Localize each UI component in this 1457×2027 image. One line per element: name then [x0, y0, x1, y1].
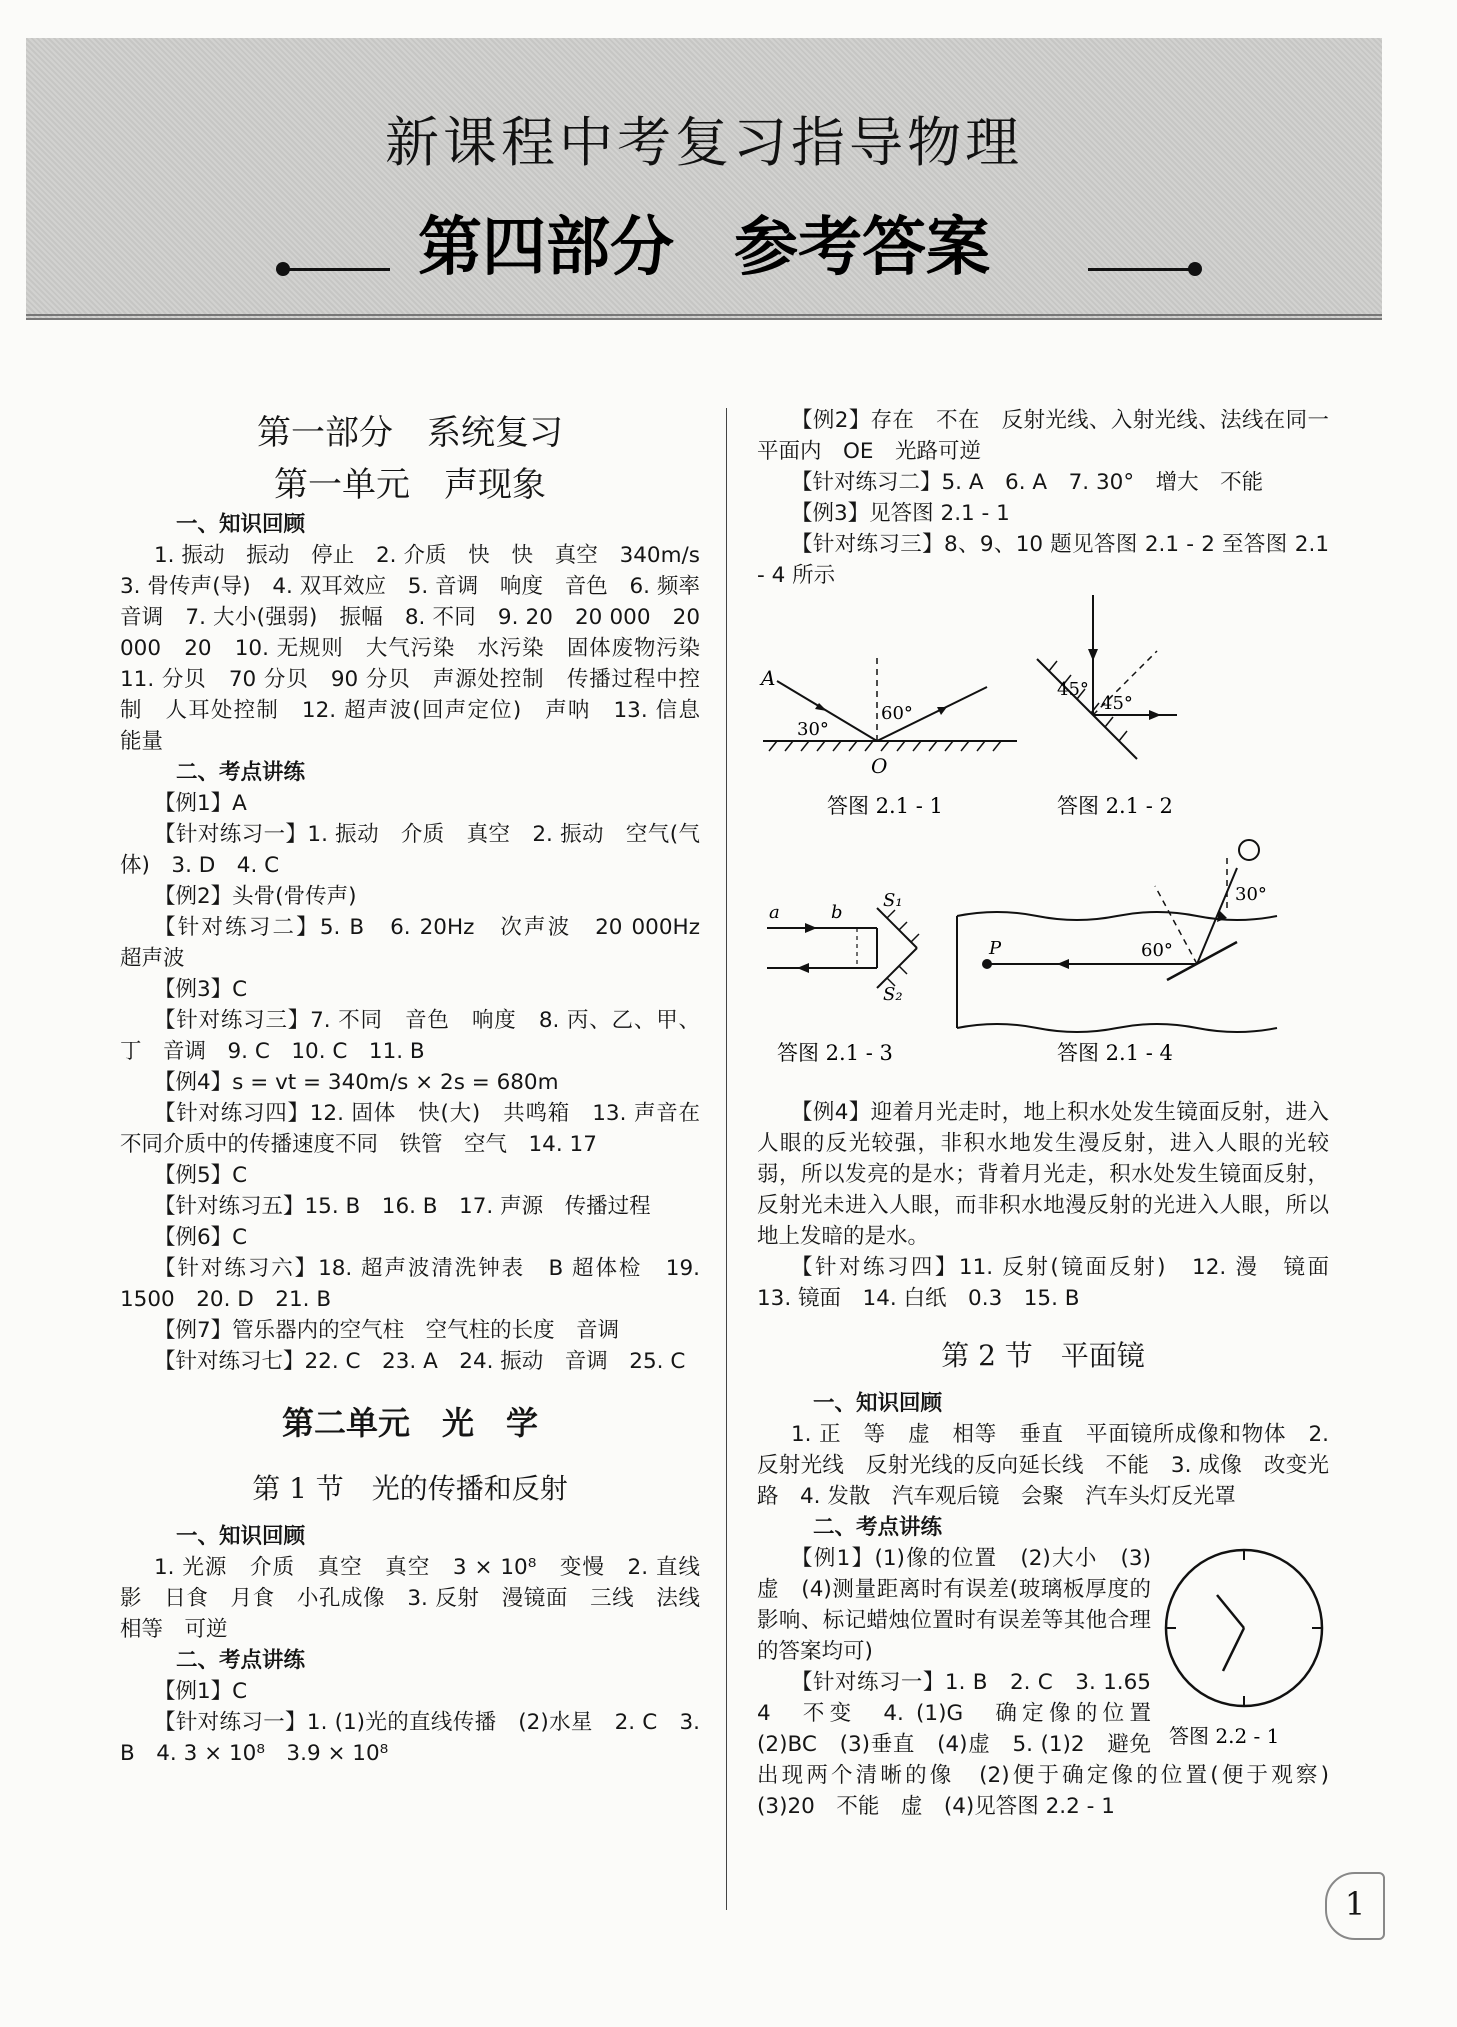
fig1-angle-30: 30°: [797, 719, 829, 740]
section-heading: 一、知识回顾: [813, 1391, 943, 1416]
answer-line: 【例2】存在 不在 反射光线、入射光线、法线在同一平面内 OE 光路可逆: [757, 408, 1329, 464]
figure-row-2: [757, 838, 1329, 1088]
answer-paragraph: 1. 振动 振动 停止 2. 介质 快 快 真空 340m/s 3. 骨传声(导) 4. 双耳效应 5. 音调 响度 音色 6. 频率 音调 7. 大小(强弱) 振幅 8. 不同 9. 20 20 000 20 000 20 10. 无规则 大气污染 水污染 固体废物污染 11. 分贝 70 分贝 90 分贝 声源处控制 传播过程中控制 人耳处控制 12. 超声波(回声定位) 声呐 13. 信息 能量: [120, 543, 722, 754]
answer-line: 【例3】C: [154, 977, 248, 1002]
fig3-label-b: b: [831, 902, 843, 923]
answer-line: 【针对练习一】1. (1)光的直线传播 (2)水星 2. C 3. B 4. 3 × 10⁸ 3.9 × 10⁸: [120, 1710, 700, 1766]
figure-row-1: [757, 591, 1329, 829]
fig5-caption: 答图 2.2 - 1: [1169, 1724, 1280, 1748]
banner-dot-right: [1188, 262, 1202, 276]
answer-line: 【针对练习四】11. 反射(镜面反射) 12. 漫 镜面 13. 镜面 14. 白纸 0.3 15. B: [757, 1255, 1351, 1311]
figure-2-2-1: [1159, 1543, 1329, 1753]
figure-2-1-4: [957, 840, 1277, 1065]
answer-line: 【针对练习五】15. B 16. B 17. 声源 传播过程: [154, 1194, 651, 1219]
answer-line: 【例4】s = vt = 340m/s × 2s = 680m: [154, 1070, 559, 1095]
banner-rule-right: [1088, 268, 1192, 271]
column-divider: [726, 408, 727, 1910]
answer-line: 【针对练习三】7. 不同 音色 响度 8. 丙、乙、甲、丁 音调 9. C 10. C 11. B: [120, 1008, 700, 1064]
right-column: [757, 405, 1351, 1822]
answer-line: 【例7】管乐器内的空气柱 空气柱的长度 音调: [154, 1318, 620, 1343]
answer-paragraph: 【例4】迎着月光走时，地上积水处发生镜面反射，进入人眼的反光较强，非积水地发生漫反射，进入人眼的光较弱，所以发亮的是水；背着月光走，积水处发生镜面反射，反射光未进入人眼，而非积水地漫反射的光进入人眼，所以地上发暗的是水。: [757, 1100, 1329, 1249]
part-heading: 第一部分 系统复习: [257, 413, 563, 453]
fig2-caption: 答图 2.1 - 2: [1057, 794, 1173, 818]
fig1-label-o: O: [871, 754, 888, 778]
answer-line: 【针对练习六】18. 超声波清洗钟表 B 超体检 19. 1500 20. D 21. B: [120, 1256, 700, 1312]
fig1-label-a: A: [761, 666, 776, 690]
section-heading: 一、知识回顾: [176, 1524, 306, 1549]
answer-line: 【例2】头骨(骨传声): [154, 884, 357, 909]
fig4-caption: 答图 2.1 - 4: [1057, 1041, 1173, 1065]
unit1-heading: 第一单元 声现象: [274, 465, 546, 505]
unit2-heading: 第二单元 光 学: [281, 1404, 538, 1442]
header-banner: [26, 38, 1382, 320]
answer-line: 【例5】C: [154, 1163, 248, 1188]
fig4-angle-30: 30°: [1235, 884, 1267, 905]
answer-line: 【例1】A: [154, 791, 247, 816]
answer-line: 【例1】(1)像的位置 (2)大小 (3) 虚 (4)测量距离时有误差(玻璃板厚度的影响、标记蜡烛位置时有误差等其他合理的答案均可): [757, 1546, 1151, 1664]
answer-paragraph: 【针对练习一】1. B 2. C 3. 1.65 4 不变 4. (1)G 确定像的位置 (2)BC (3)垂直 (4)虚 5. (1)2 避免出现两个清晰的像 (2)便于确定像的位置(便于观察) (3)20 不能 虚 (4)见答图 2.2 - 1: [757, 1670, 1351, 1819]
fig3-label-s2: S₂: [883, 984, 903, 1005]
section2-heading: 第 2 节 平面镜: [941, 1339, 1145, 1372]
answer-paragraph: 1. 光源 介质 真空 真空 3 × 10⁸ 变慢 2. 直线 影 日食 月食 小孔成像 3. 反射 漫镜面 三线 法线 相等 可逆: [120, 1555, 722, 1642]
book-title: 新课程中考复习指导物理: [385, 111, 1023, 174]
left-column: [120, 405, 722, 1769]
fig3-label-s1: S₁: [883, 890, 903, 911]
fig2-angle-2: 45°: [1101, 693, 1133, 714]
answer-line: 【例6】C: [154, 1225, 248, 1250]
figure-2-1-1: [759, 655, 1017, 818]
section-heading: 一、知识回顾: [176, 512, 306, 537]
fig4-label-p: P: [989, 938, 1002, 959]
fig1-caption: 答图 2.1 - 1: [827, 794, 943, 818]
answer-line: 【针对练习二】5. A 6. A 7. 30° 增大 不能: [791, 470, 1264, 495]
section1-heading: 第 1 节 光的传播和反射: [252, 1472, 568, 1505]
section-heading: 二、考点讲练: [176, 1648, 306, 1673]
fig3-label-a: a: [769, 902, 780, 923]
answer-line: 【针对练习一】1. 振动 介质 真空 2. 振动 空气(气体) 3. D 4. C: [120, 822, 700, 878]
section-heading: 二、考点讲练: [813, 1515, 943, 1540]
answer-line: 【例3】见答图 2.1 - 1: [791, 501, 1010, 526]
part-title: 第四部分 参考答案: [418, 210, 990, 285]
answer-line: 【针对练习四】12. 固体 快(大) 共鸣箱 13. 声音在不同介质中的传播速度不同 铁管 空气 14. 17: [120, 1101, 700, 1157]
answer-paragraph: 1. 正 等 虚 相等 垂直 平面镜所成像和物体 2. 反射光线 反射光线的反向延长线 不能 3. 成像 改变光路 4. 发散 汽车观后镜 会聚 汽车头灯反光罩: [757, 1422, 1329, 1509]
fig1-angle-60: 60°: [881, 703, 913, 724]
figure-2-1-2: [1037, 595, 1177, 818]
fig3-caption: 答图 2.1 - 3: [777, 1041, 893, 1065]
fig4-angle-60: 60°: [1141, 940, 1173, 961]
section-heading: 二、考点讲练: [176, 760, 306, 785]
fig2-angle-1: 45°: [1057, 679, 1089, 700]
page-number: 1: [1325, 1872, 1385, 1940]
answer-line: 【针对练习二】5. B 6. 20Hz 次声波 20 000Hz 超声波: [120, 915, 722, 971]
answer-line: 【针对练习三】8、9、10 题见答图 2.1 - 2 至答图 2.1 - 4 所示: [757, 532, 1329, 588]
figure-2-1-3: [767, 890, 919, 1065]
answer-line: 【例1】C: [154, 1679, 248, 1704]
answer-line: 【针对练习七】22. C 23. A 24. 振动 音调 25. C: [154, 1349, 686, 1374]
